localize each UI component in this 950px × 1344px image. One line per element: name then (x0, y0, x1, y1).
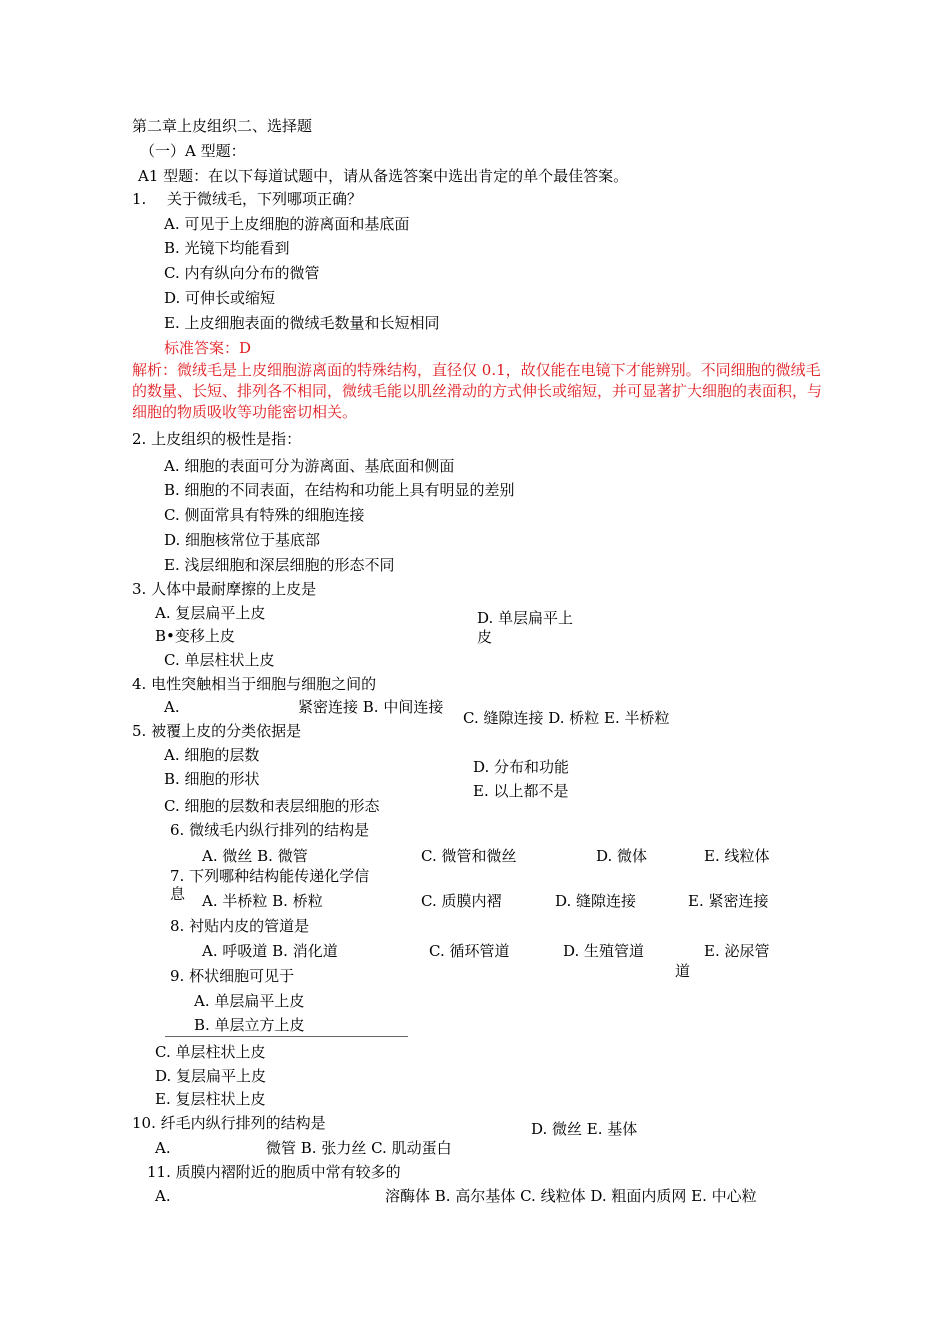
q1-analysis: 解析：微绒毛是上皮细胞游离面的特殊结构，直径仅 0.1，故仅能在电镜下才能辨别。不同细胞的微绒毛的数量、长短、排列各不相同，微绒毛能以肌丝滑动的方式伸长或缩短，并可显著扩大细胞的表面积，与细胞的物质吸收等功能密切相关。 (132, 361, 823, 421)
q8-stem: 8. 衬贴内皮的管道是 (170, 917, 310, 935)
q3-option-d: D. 单层扁平上 (477, 609, 574, 627)
q6-option-d: D. 微体 (596, 847, 648, 865)
q5-option-a: A. 细胞的层数 (164, 746, 260, 764)
q11-option-a-letter: A. (155, 1187, 171, 1205)
q10-option-a-letter: A. (155, 1139, 171, 1157)
q7-option-e: E. 紧密连接 (688, 892, 769, 910)
q6-option-e: E. 线粒体 (704, 847, 770, 865)
q8-option-c: C. 循环管道 (429, 942, 510, 960)
q2-option-d: D. 细胞核常位于基底部 (164, 531, 321, 549)
q8-option-e: E. 泌尿管 (704, 942, 770, 960)
q3-option-c: C. 单层柱状上皮 (164, 651, 275, 669)
q2-option-b: B. 细胞的不同表面，在结构和功能上具有明显的差别 (164, 481, 515, 499)
q4-stem: 4. 电性突触相当于细胞与细胞之间的 (132, 675, 377, 693)
q5-option-b: B. 细胞的形状 (164, 770, 260, 788)
q8-option-d: D. 生殖管道 (563, 942, 645, 960)
q3-option-b: B•变移上皮 (155, 627, 235, 645)
chapter-heading: 第二章上皮组织二、选择题 (132, 117, 313, 135)
q5-option-e: E. 以上都不是 (473, 782, 569, 800)
q8-options-ab: A. 呼吸道 B. 消化道 (202, 942, 338, 960)
q9-option-d: D. 复层扁平上皮 (155, 1067, 267, 1085)
q2-option-c: C. 侧面常具有特殊的细胞连接 (164, 506, 365, 524)
q11-options: 溶酶体 B. 高尔基体 C. 线粒体 D. 粗面内质网 E. 中心粒 (385, 1187, 757, 1205)
q7-option-d: D. 缝隙连接 (555, 892, 637, 910)
q9-stem: 9. 杯状细胞可见于 (170, 967, 295, 985)
q1-option-e: E. 上皮细胞表面的微绒毛数量和长短相同 (164, 314, 440, 332)
q9-option-c: C. 单层柱状上皮 (155, 1043, 266, 1061)
q1-option-a: A. 可见于上皮细胞的游离面和基底面 (164, 215, 410, 233)
q2-stem: 2. 上皮组织的极性是指： (132, 430, 302, 448)
q7-stem-wrap: 息 (170, 885, 186, 903)
section-a-heading: （一）A 型题： (140, 142, 246, 160)
q1-option-d: D. 可伸长或缩短 (164, 289, 276, 307)
a1-instruction: A1 型题：在以下每道试题中，请从备选答案中选出肯定的单个最佳答案。 (138, 167, 629, 185)
q9-option-b: B. 单层立方上皮 (194, 1016, 305, 1034)
divider-line (165, 1036, 408, 1037)
q7-stem: 7. 下列哪种结构能传递化学信 (170, 867, 370, 885)
q3-stem: 3. 人体中最耐摩擦的上皮是 (132, 580, 317, 598)
q3-option-a: A. 复层扁平上皮 (155, 604, 266, 622)
q4-option-a-letter: A. (164, 698, 180, 716)
q2-option-a: A. 细胞的表面可分为游离面、基底面和侧面 (164, 457, 455, 475)
q9-option-e: E. 复层柱状上皮 (155, 1090, 266, 1108)
q2-option-e: E. 浅层细胞和深层细胞的形态不同 (164, 556, 395, 574)
q6-option-c: C. 微管和微丝 (421, 847, 517, 865)
q9-option-a: A. 单层扁平上皮 (194, 992, 305, 1010)
q10-options-de: D. 微丝 E. 基体 (531, 1120, 638, 1138)
q10-stem: 10. 纤毛内纵行排列的结构是 (132, 1114, 326, 1132)
q1-stem: 关于微绒毛，下列哪项正确？ (167, 190, 363, 208)
q7-option-c: C. 质膜内褶 (421, 892, 502, 910)
q5-stem: 5. 被覆上皮的分类依据是 (132, 722, 302, 740)
q6-options-ab: A. 微丝 B. 微管 (202, 847, 308, 865)
q5-option-d: D. 分布和功能 (473, 758, 570, 776)
q1-option-c: C. 内有纵向分布的微管 (164, 264, 320, 282)
q1-answer: 标准答案：D (164, 339, 252, 357)
q7-options-ab: A. 半桥粒 B. 桥粒 (202, 892, 323, 910)
q11-stem: 11. 质膜内褶附近的胞质中常有较多的 (147, 1163, 401, 1181)
q8-option-e-wrap: 道 (675, 962, 691, 980)
q1-number: 1. (132, 190, 147, 208)
q1-option-b: B. 光镜下均能看到 (164, 239, 290, 257)
q6-stem: 6. 微绒毛内纵行排列的结构是 (170, 821, 370, 839)
q4-options-ab: 紧密连接 B. 中间连接 (298, 698, 444, 716)
q10-options-abc: 微管 B. 张力丝 C. 肌动蛋白 (266, 1139, 452, 1157)
q5-option-c: C. 细胞的层数和表层细胞的形态 (164, 797, 380, 815)
q4-options-cde: C. 缝隙连接 D. 桥粒 E. 半桥粒 (463, 709, 670, 727)
q3-option-d-wrap: 皮 (477, 628, 493, 646)
